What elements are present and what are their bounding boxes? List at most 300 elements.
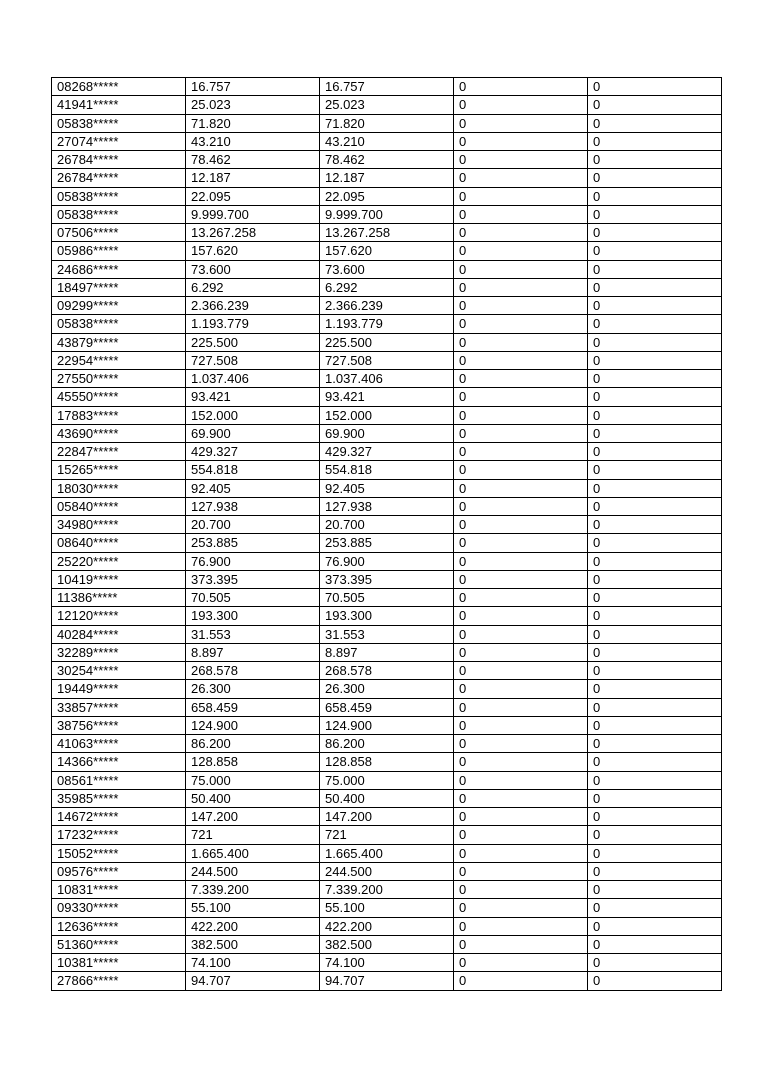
value-repeat-cell: 71.820 bbox=[320, 114, 454, 132]
table-row bbox=[52, 443, 722, 461]
id-cell: 32289***** bbox=[52, 643, 186, 661]
value-repeat-cell: 721 bbox=[320, 826, 454, 844]
table-row bbox=[52, 406, 722, 424]
zero-cell-b: 0 bbox=[588, 680, 722, 698]
value-cell: 12.187 bbox=[186, 169, 320, 187]
zero-cell-b: 0 bbox=[588, 662, 722, 680]
id-cell: 24686***** bbox=[52, 260, 186, 278]
zero-cell-a: 0 bbox=[454, 844, 588, 862]
table-row bbox=[52, 862, 722, 880]
zero-cell-a: 0 bbox=[454, 516, 588, 534]
zero-cell-a: 0 bbox=[454, 552, 588, 570]
value-cell: 127.938 bbox=[186, 497, 320, 515]
table-body bbox=[52, 78, 722, 991]
value-repeat-cell: 50.400 bbox=[320, 789, 454, 807]
zero-cell-b: 0 bbox=[588, 242, 722, 260]
value-repeat-cell: 128.858 bbox=[320, 753, 454, 771]
table-row bbox=[52, 570, 722, 588]
table-row bbox=[52, 370, 722, 388]
zero-cell-b: 0 bbox=[588, 388, 722, 406]
zero-cell-a: 0 bbox=[454, 315, 588, 333]
value-repeat-cell: 93.421 bbox=[320, 388, 454, 406]
value-cell: 152.000 bbox=[186, 406, 320, 424]
value-repeat-cell: 225.500 bbox=[320, 333, 454, 351]
value-cell: 1.665.400 bbox=[186, 844, 320, 862]
zero-cell-a: 0 bbox=[454, 826, 588, 844]
table-row bbox=[52, 333, 722, 351]
zero-cell-a: 0 bbox=[454, 278, 588, 296]
zero-cell-b: 0 bbox=[588, 187, 722, 205]
id-cell: 15265***** bbox=[52, 461, 186, 479]
value-cell: 128.858 bbox=[186, 753, 320, 771]
zero-cell-a: 0 bbox=[454, 96, 588, 114]
id-cell: 05986***** bbox=[52, 242, 186, 260]
id-cell: 10831***** bbox=[52, 881, 186, 899]
zero-cell-b: 0 bbox=[588, 278, 722, 296]
zero-cell-a: 0 bbox=[454, 589, 588, 607]
table-row bbox=[52, 424, 722, 442]
value-repeat-cell: 152.000 bbox=[320, 406, 454, 424]
zero-cell-a: 0 bbox=[454, 771, 588, 789]
value-repeat-cell: 147.200 bbox=[320, 808, 454, 826]
value-cell: 253.885 bbox=[186, 534, 320, 552]
zero-cell-b: 0 bbox=[588, 78, 722, 96]
zero-cell-a: 0 bbox=[454, 534, 588, 552]
zero-cell-a: 0 bbox=[454, 370, 588, 388]
value-cell: 147.200 bbox=[186, 808, 320, 826]
id-cell: 08640***** bbox=[52, 534, 186, 552]
id-cell: 11386***** bbox=[52, 589, 186, 607]
value-cell: 2.366.239 bbox=[186, 297, 320, 315]
id-cell: 05838***** bbox=[52, 114, 186, 132]
zero-cell-a: 0 bbox=[454, 917, 588, 935]
value-cell: 92.405 bbox=[186, 479, 320, 497]
value-cell: 73.600 bbox=[186, 260, 320, 278]
id-cell: 25220***** bbox=[52, 552, 186, 570]
zero-cell-a: 0 bbox=[454, 607, 588, 625]
zero-cell-a: 0 bbox=[454, 698, 588, 716]
value-repeat-cell: 373.395 bbox=[320, 570, 454, 588]
value-cell: 1.037.406 bbox=[186, 370, 320, 388]
value-repeat-cell: 55.100 bbox=[320, 899, 454, 917]
zero-cell-a: 0 bbox=[454, 899, 588, 917]
value-repeat-cell: 69.900 bbox=[320, 424, 454, 442]
zero-cell-b: 0 bbox=[588, 570, 722, 588]
value-repeat-cell: 20.700 bbox=[320, 516, 454, 534]
table-row bbox=[52, 771, 722, 789]
table-row bbox=[52, 881, 722, 899]
zero-cell-a: 0 bbox=[454, 862, 588, 880]
table-row bbox=[52, 461, 722, 479]
table-row bbox=[52, 789, 722, 807]
table-row bbox=[52, 96, 722, 114]
value-cell: 429.327 bbox=[186, 443, 320, 461]
id-cell: 10381***** bbox=[52, 954, 186, 972]
value-cell: 244.500 bbox=[186, 862, 320, 880]
value-repeat-cell: 658.459 bbox=[320, 698, 454, 716]
zero-cell-b: 0 bbox=[588, 589, 722, 607]
zero-cell-b: 0 bbox=[588, 789, 722, 807]
value-repeat-cell: 86.200 bbox=[320, 735, 454, 753]
zero-cell-b: 0 bbox=[588, 808, 722, 826]
zero-cell-a: 0 bbox=[454, 570, 588, 588]
zero-cell-a: 0 bbox=[454, 662, 588, 680]
table-row bbox=[52, 899, 722, 917]
zero-cell-b: 0 bbox=[588, 643, 722, 661]
id-cell: 26784***** bbox=[52, 151, 186, 169]
id-cell: 22847***** bbox=[52, 443, 186, 461]
table-row bbox=[52, 205, 722, 223]
value-cell: 74.100 bbox=[186, 954, 320, 972]
zero-cell-a: 0 bbox=[454, 260, 588, 278]
value-repeat-cell: 73.600 bbox=[320, 260, 454, 278]
zero-cell-b: 0 bbox=[588, 443, 722, 461]
zero-cell-a: 0 bbox=[454, 461, 588, 479]
value-repeat-cell: 157.620 bbox=[320, 242, 454, 260]
table-row bbox=[52, 114, 722, 132]
id-cell: 26784***** bbox=[52, 169, 186, 187]
zero-cell-b: 0 bbox=[588, 698, 722, 716]
value-cell: 50.400 bbox=[186, 789, 320, 807]
zero-cell-b: 0 bbox=[588, 552, 722, 570]
zero-cell-b: 0 bbox=[588, 315, 722, 333]
zero-cell-b: 0 bbox=[588, 406, 722, 424]
value-cell: 94.707 bbox=[186, 972, 320, 990]
id-cell: 33857***** bbox=[52, 698, 186, 716]
zero-cell-b: 0 bbox=[588, 534, 722, 552]
table-row bbox=[52, 242, 722, 260]
value-repeat-cell: 43.210 bbox=[320, 132, 454, 150]
zero-cell-b: 0 bbox=[588, 917, 722, 935]
zero-cell-a: 0 bbox=[454, 224, 588, 242]
value-repeat-cell: 12.187 bbox=[320, 169, 454, 187]
table-row bbox=[52, 935, 722, 953]
value-cell: 93.421 bbox=[186, 388, 320, 406]
table-row bbox=[52, 169, 722, 187]
zero-cell-b: 0 bbox=[588, 844, 722, 862]
id-cell: 43879***** bbox=[52, 333, 186, 351]
zero-cell-a: 0 bbox=[454, 205, 588, 223]
id-cell: 08561***** bbox=[52, 771, 186, 789]
id-cell: 05838***** bbox=[52, 187, 186, 205]
id-cell: 18497***** bbox=[52, 278, 186, 296]
zero-cell-b: 0 bbox=[588, 826, 722, 844]
value-cell: 13.267.258 bbox=[186, 224, 320, 242]
id-cell: 35985***** bbox=[52, 789, 186, 807]
table-row bbox=[52, 972, 722, 990]
table-row bbox=[52, 643, 722, 661]
table-row bbox=[52, 497, 722, 515]
table-row bbox=[52, 680, 722, 698]
zero-cell-b: 0 bbox=[588, 899, 722, 917]
table-row bbox=[52, 224, 722, 242]
zero-cell-b: 0 bbox=[588, 114, 722, 132]
table-row bbox=[52, 278, 722, 296]
id-cell: 08268***** bbox=[52, 78, 186, 96]
zero-cell-a: 0 bbox=[454, 479, 588, 497]
table-row bbox=[52, 516, 722, 534]
zero-cell-b: 0 bbox=[588, 351, 722, 369]
zero-cell-b: 0 bbox=[588, 424, 722, 442]
id-cell: 05838***** bbox=[52, 205, 186, 223]
zero-cell-b: 0 bbox=[588, 716, 722, 734]
table-row bbox=[52, 808, 722, 826]
value-repeat-cell: 8.897 bbox=[320, 643, 454, 661]
data-table bbox=[51, 77, 722, 991]
id-cell: 15052***** bbox=[52, 844, 186, 862]
zero-cell-b: 0 bbox=[588, 935, 722, 953]
table-row bbox=[52, 388, 722, 406]
value-cell: 16.757 bbox=[186, 78, 320, 96]
value-cell: 75.000 bbox=[186, 771, 320, 789]
zero-cell-b: 0 bbox=[588, 954, 722, 972]
table-row bbox=[52, 607, 722, 625]
table-row bbox=[52, 297, 722, 315]
value-repeat-cell: 92.405 bbox=[320, 479, 454, 497]
zero-cell-b: 0 bbox=[588, 96, 722, 114]
id-cell: 05838***** bbox=[52, 315, 186, 333]
id-cell: 09576***** bbox=[52, 862, 186, 880]
table-row bbox=[52, 534, 722, 552]
value-cell: 268.578 bbox=[186, 662, 320, 680]
value-repeat-cell: 2.366.239 bbox=[320, 297, 454, 315]
zero-cell-a: 0 bbox=[454, 242, 588, 260]
zero-cell-a: 0 bbox=[454, 680, 588, 698]
value-cell: 721 bbox=[186, 826, 320, 844]
id-cell: 10419***** bbox=[52, 570, 186, 588]
value-repeat-cell: 382.500 bbox=[320, 935, 454, 953]
table-row bbox=[52, 479, 722, 497]
id-cell: 19449***** bbox=[52, 680, 186, 698]
table-row bbox=[52, 716, 722, 734]
zero-cell-b: 0 bbox=[588, 169, 722, 187]
value-cell: 7.339.200 bbox=[186, 881, 320, 899]
zero-cell-b: 0 bbox=[588, 151, 722, 169]
id-cell: 27866***** bbox=[52, 972, 186, 990]
zero-cell-b: 0 bbox=[588, 370, 722, 388]
table-row bbox=[52, 589, 722, 607]
id-cell: 40284***** bbox=[52, 625, 186, 643]
id-cell: 38756***** bbox=[52, 716, 186, 734]
value-repeat-cell: 268.578 bbox=[320, 662, 454, 680]
value-repeat-cell: 244.500 bbox=[320, 862, 454, 880]
id-cell: 12636***** bbox=[52, 917, 186, 935]
zero-cell-a: 0 bbox=[454, 424, 588, 442]
value-cell: 658.459 bbox=[186, 698, 320, 716]
zero-cell-a: 0 bbox=[454, 388, 588, 406]
value-repeat-cell: 193.300 bbox=[320, 607, 454, 625]
id-cell: 17883***** bbox=[52, 406, 186, 424]
value-repeat-cell: 22.095 bbox=[320, 187, 454, 205]
value-repeat-cell: 13.267.258 bbox=[320, 224, 454, 242]
zero-cell-b: 0 bbox=[588, 224, 722, 242]
zero-cell-a: 0 bbox=[454, 78, 588, 96]
value-repeat-cell: 1.037.406 bbox=[320, 370, 454, 388]
value-repeat-cell: 16.757 bbox=[320, 78, 454, 96]
id-cell: 41063***** bbox=[52, 735, 186, 753]
zero-cell-a: 0 bbox=[454, 954, 588, 972]
table-row bbox=[52, 260, 722, 278]
id-cell: 41941***** bbox=[52, 96, 186, 114]
zero-cell-a: 0 bbox=[454, 716, 588, 734]
value-cell: 8.897 bbox=[186, 643, 320, 661]
table-row bbox=[52, 954, 722, 972]
id-cell: 09299***** bbox=[52, 297, 186, 315]
value-repeat-cell: 26.300 bbox=[320, 680, 454, 698]
value-cell: 124.900 bbox=[186, 716, 320, 734]
value-repeat-cell: 1.665.400 bbox=[320, 844, 454, 862]
value-repeat-cell: 75.000 bbox=[320, 771, 454, 789]
value-cell: 554.818 bbox=[186, 461, 320, 479]
id-cell: 14672***** bbox=[52, 808, 186, 826]
value-cell: 193.300 bbox=[186, 607, 320, 625]
zero-cell-b: 0 bbox=[588, 297, 722, 315]
value-cell: 157.620 bbox=[186, 242, 320, 260]
value-repeat-cell: 76.900 bbox=[320, 552, 454, 570]
id-cell: 05840***** bbox=[52, 497, 186, 515]
zero-cell-a: 0 bbox=[454, 881, 588, 899]
zero-cell-b: 0 bbox=[588, 881, 722, 899]
zero-cell-a: 0 bbox=[454, 625, 588, 643]
value-cell: 6.292 bbox=[186, 278, 320, 296]
id-cell: 07506***** bbox=[52, 224, 186, 242]
value-repeat-cell: 9.999.700 bbox=[320, 205, 454, 223]
zero-cell-b: 0 bbox=[588, 972, 722, 990]
value-repeat-cell: 253.885 bbox=[320, 534, 454, 552]
table-row bbox=[52, 826, 722, 844]
value-cell: 55.100 bbox=[186, 899, 320, 917]
table-row bbox=[52, 917, 722, 935]
value-repeat-cell: 554.818 bbox=[320, 461, 454, 479]
zero-cell-b: 0 bbox=[588, 516, 722, 534]
table-row bbox=[52, 698, 722, 716]
zero-cell-b: 0 bbox=[588, 771, 722, 789]
value-cell: 69.900 bbox=[186, 424, 320, 442]
zero-cell-a: 0 bbox=[454, 187, 588, 205]
value-cell: 22.095 bbox=[186, 187, 320, 205]
table-row bbox=[52, 351, 722, 369]
value-cell: 382.500 bbox=[186, 935, 320, 953]
zero-cell-b: 0 bbox=[588, 479, 722, 497]
table-row bbox=[52, 735, 722, 753]
id-cell: 45550***** bbox=[52, 388, 186, 406]
value-repeat-cell: 25.023 bbox=[320, 96, 454, 114]
value-cell: 20.700 bbox=[186, 516, 320, 534]
value-repeat-cell: 124.900 bbox=[320, 716, 454, 734]
zero-cell-a: 0 bbox=[454, 935, 588, 953]
zero-cell-a: 0 bbox=[454, 789, 588, 807]
value-cell: 422.200 bbox=[186, 917, 320, 935]
value-repeat-cell: 127.938 bbox=[320, 497, 454, 515]
value-repeat-cell: 422.200 bbox=[320, 917, 454, 935]
value-repeat-cell: 70.505 bbox=[320, 589, 454, 607]
zero-cell-b: 0 bbox=[588, 753, 722, 771]
zero-cell-a: 0 bbox=[454, 132, 588, 150]
id-cell: 09330***** bbox=[52, 899, 186, 917]
id-cell: 34980***** bbox=[52, 516, 186, 534]
zero-cell-b: 0 bbox=[588, 735, 722, 753]
table-row bbox=[52, 132, 722, 150]
id-cell: 18030***** bbox=[52, 479, 186, 497]
table-row bbox=[52, 315, 722, 333]
id-cell: 27550***** bbox=[52, 370, 186, 388]
value-cell: 9.999.700 bbox=[186, 205, 320, 223]
zero-cell-a: 0 bbox=[454, 297, 588, 315]
zero-cell-b: 0 bbox=[588, 461, 722, 479]
id-cell: 51360***** bbox=[52, 935, 186, 953]
zero-cell-a: 0 bbox=[454, 114, 588, 132]
zero-cell-b: 0 bbox=[588, 132, 722, 150]
zero-cell-b: 0 bbox=[588, 497, 722, 515]
zero-cell-a: 0 bbox=[454, 643, 588, 661]
table-row bbox=[52, 78, 722, 96]
table-row bbox=[52, 625, 722, 643]
zero-cell-b: 0 bbox=[588, 625, 722, 643]
zero-cell-a: 0 bbox=[454, 808, 588, 826]
table-row bbox=[52, 753, 722, 771]
value-cell: 70.505 bbox=[186, 589, 320, 607]
zero-cell-a: 0 bbox=[454, 497, 588, 515]
value-repeat-cell: 74.100 bbox=[320, 954, 454, 972]
value-repeat-cell: 94.707 bbox=[320, 972, 454, 990]
value-cell: 373.395 bbox=[186, 570, 320, 588]
value-cell: 31.553 bbox=[186, 625, 320, 643]
zero-cell-a: 0 bbox=[454, 443, 588, 461]
zero-cell-b: 0 bbox=[588, 205, 722, 223]
zero-cell-a: 0 bbox=[454, 351, 588, 369]
zero-cell-a: 0 bbox=[454, 333, 588, 351]
value-cell: 727.508 bbox=[186, 351, 320, 369]
zero-cell-b: 0 bbox=[588, 862, 722, 880]
value-cell: 225.500 bbox=[186, 333, 320, 351]
id-cell: 27074***** bbox=[52, 132, 186, 150]
value-repeat-cell: 6.292 bbox=[320, 278, 454, 296]
value-cell: 25.023 bbox=[186, 96, 320, 114]
table-row bbox=[52, 552, 722, 570]
zero-cell-b: 0 bbox=[588, 607, 722, 625]
value-repeat-cell: 429.327 bbox=[320, 443, 454, 461]
value-repeat-cell: 7.339.200 bbox=[320, 881, 454, 899]
id-cell: 22954***** bbox=[52, 351, 186, 369]
value-cell: 71.820 bbox=[186, 114, 320, 132]
zero-cell-a: 0 bbox=[454, 972, 588, 990]
table-row bbox=[52, 844, 722, 862]
zero-cell-b: 0 bbox=[588, 260, 722, 278]
value-cell: 78.462 bbox=[186, 151, 320, 169]
zero-cell-a: 0 bbox=[454, 151, 588, 169]
id-cell: 17232***** bbox=[52, 826, 186, 844]
table-row bbox=[52, 187, 722, 205]
zero-cell-a: 0 bbox=[454, 753, 588, 771]
zero-cell-a: 0 bbox=[454, 735, 588, 753]
id-cell: 14366***** bbox=[52, 753, 186, 771]
id-cell: 12120***** bbox=[52, 607, 186, 625]
zero-cell-a: 0 bbox=[454, 406, 588, 424]
value-cell: 76.900 bbox=[186, 552, 320, 570]
table-row bbox=[52, 151, 722, 169]
zero-cell-b: 0 bbox=[588, 333, 722, 351]
value-repeat-cell: 727.508 bbox=[320, 351, 454, 369]
id-cell: 30254***** bbox=[52, 662, 186, 680]
value-cell: 26.300 bbox=[186, 680, 320, 698]
value-repeat-cell: 31.553 bbox=[320, 625, 454, 643]
value-cell: 1.193.779 bbox=[186, 315, 320, 333]
value-cell: 43.210 bbox=[186, 132, 320, 150]
zero-cell-a: 0 bbox=[454, 169, 588, 187]
value-cell: 86.200 bbox=[186, 735, 320, 753]
value-repeat-cell: 78.462 bbox=[320, 151, 454, 169]
value-repeat-cell: 1.193.779 bbox=[320, 315, 454, 333]
